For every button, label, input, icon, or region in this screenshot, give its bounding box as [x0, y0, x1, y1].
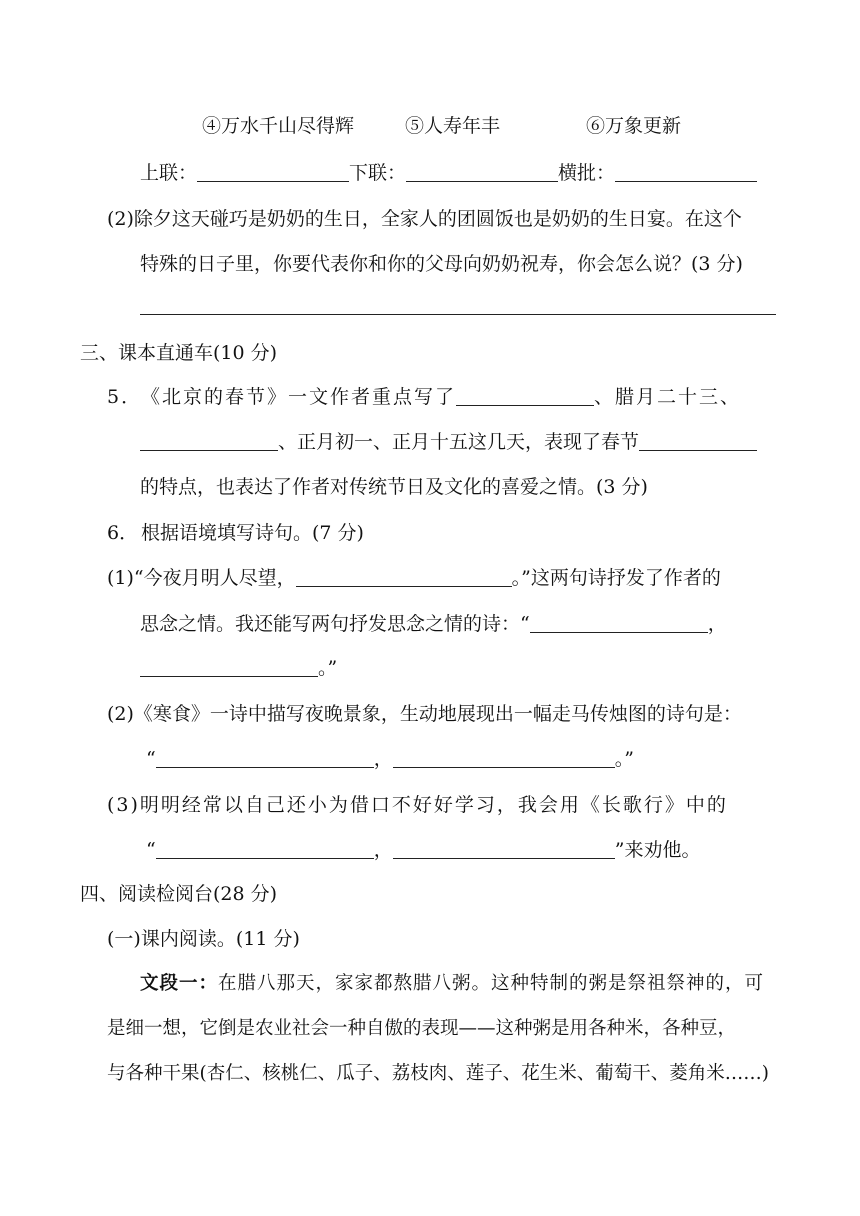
q5-line3: 的特点，也表达了作者对传统节日及文化的喜爱之情。(3 分): [140, 476, 648, 498]
section4-sub1: (一)课内阅读。(11 分): [107, 928, 300, 950]
q5-blank-1[interactable]: [456, 383, 594, 406]
q5-text-1b: 、腊月二十三、: [594, 386, 742, 408]
couplet-options-row: [0, 106, 860, 146]
q2-line2: 特殊的日子里，你要代表你和你的父母向奶奶祝寿，你会怎么说？(3 分): [140, 253, 743, 275]
q6-p3-comma: ，: [373, 839, 393, 861]
q6-p1-text-2a: 思念之情。我还能写两句抒发思念之情的诗：“: [140, 613, 530, 635]
q6-p2-line1: (2)《寒食》一诗中描写夜晚景象，生动地展现出一幅走马传烛图的诗句是：: [107, 703, 742, 725]
q6-p3-open-quote: “: [146, 839, 156, 861]
q6-p1-line3: [140, 648, 840, 688]
q6-p1-text-3b: 。”: [318, 657, 338, 679]
q6-p1-line2: [140, 604, 840, 644]
q6-p3-blank-2[interactable]: [393, 836, 615, 859]
q6-p2-open-quote: “: [146, 748, 156, 770]
couplet-option-4: ④万水千山尽得辉: [202, 115, 355, 137]
q6-p2-close: 。”: [614, 748, 634, 770]
q6-p1-blank-2[interactable]: [530, 610, 708, 633]
q6-p3-line2: [146, 830, 846, 870]
q6-p1-text-2b: ，: [707, 613, 727, 635]
q5-blank-2[interactable]: [140, 428, 278, 451]
q6-p1-line1: [107, 558, 847, 598]
q5-text-1a: 《北京的春节》一文作者重点写了: [141, 386, 457, 408]
passage-line2: 是细一想，它倒是农业社会一种自傲的表现——这种粥是用各种米，各种豆，: [107, 1018, 737, 1039]
q6-number: 6．: [107, 522, 139, 544]
q6-title-row: [107, 513, 807, 553]
q6-p2-blank-2[interactable]: [393, 745, 615, 768]
q6-p3-close: ”来劝他。: [614, 839, 701, 861]
q6-p1-blank-1[interactable]: [296, 564, 512, 587]
shanglian-blank[interactable]: [197, 159, 349, 182]
hengpi-blank[interactable]: [615, 159, 757, 182]
q5-blank-3[interactable]: [639, 428, 757, 451]
shanglian-label: 上联：: [140, 162, 198, 184]
q6-p3-line1: (3)明明经常以自己还小为借口不好好学习，我会用《长歌行》中的: [107, 794, 728, 816]
couplet-option-6: ⑥万象更新: [586, 115, 682, 137]
couplet-answer-row: [140, 153, 840, 193]
q5-number: 5．: [107, 386, 143, 408]
q5-line1: [107, 377, 847, 417]
q6-p2-comma: ，: [373, 748, 393, 770]
q2-answer-line[interactable]: [140, 314, 776, 315]
section3-title: 三、课本直通车(10 分): [80, 342, 278, 364]
q5-line2: [140, 422, 840, 462]
q5-text-2a: 、正月初一、正月十五这几天，表现了春节: [278, 431, 640, 453]
xialian-label: 下联：: [349, 162, 407, 184]
passage-text-1: 在腊八那天，家家都熬腊八粥。这种特制的粥是祭祖祭神的，可: [218, 973, 765, 994]
q6-p2-blank-1[interactable]: [156, 745, 374, 768]
xialian-blank[interactable]: [406, 159, 558, 182]
q6-p1-blank-3[interactable]: [140, 654, 318, 677]
passage-label: 文段一：: [140, 973, 219, 994]
q2-line1: (2)除夕这天碰巧是奶奶的生日，全家人的团圆饭也是奶奶的生日宴。在这个: [107, 208, 742, 230]
q6-p2-line2: [146, 739, 846, 779]
section4-title: 四、阅读检阅台(28 分): [80, 883, 278, 905]
hengpi-label: 横批：: [558, 162, 616, 184]
passage-line1: [140, 964, 840, 1004]
q6-p3-blank-1[interactable]: [156, 836, 374, 859]
q6-title: 根据语境填写诗句。(7 分): [141, 522, 364, 544]
passage-line3: 与各种干果(杏仁、核桃仁、瓜子、荔枝肉、莲子、花生米、葡萄干、菱角米……): [107, 1063, 769, 1084]
q6-p1-text-1b: 。”这两句诗抒发了作者的: [511, 567, 721, 589]
couplet-option-5: ⑤人寿年丰: [405, 115, 501, 137]
q6-p1-text-1a: (1)“今夜月明人尽望，: [107, 567, 296, 589]
